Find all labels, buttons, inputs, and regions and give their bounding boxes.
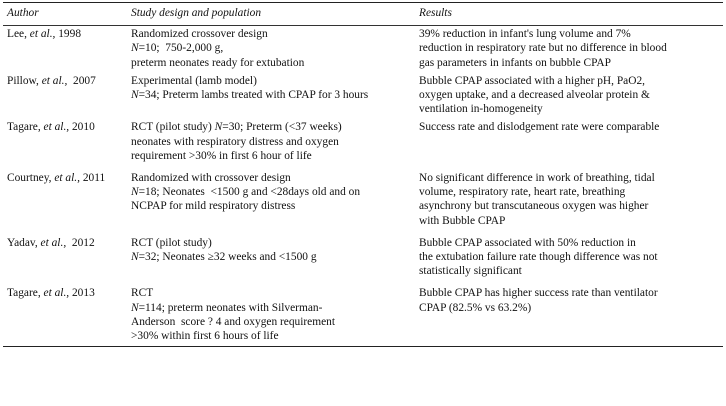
results-line: Success rate and dislodgement rate were comparable xyxy=(419,121,660,134)
author-et-al: et al., xyxy=(41,74,68,87)
header-results: Results xyxy=(419,7,452,19)
author-et-al: et al., xyxy=(43,287,70,300)
table-row xyxy=(3,73,723,120)
design-line: N=18; Neonates <1500 g and <28days old and on xyxy=(131,186,361,199)
header-study-design: Study design and population xyxy=(131,7,262,19)
author-name: Yadav, xyxy=(7,236,41,249)
author-et-al: et al., xyxy=(43,121,70,134)
table-row xyxy=(3,170,723,235)
design-line: preterm neonates ready for extubation xyxy=(131,56,305,69)
author-name: Tagare, xyxy=(7,287,44,300)
cell-author xyxy=(3,286,125,343)
design-line: Randomized with crossover design xyxy=(131,172,291,185)
results-line: reduction in respiratory rate but no difference in blood xyxy=(419,42,667,55)
results-line: statistically significant xyxy=(419,265,522,278)
design-line: Experimental (lamb model) xyxy=(131,74,257,87)
table-body xyxy=(3,26,723,346)
table-row xyxy=(3,119,723,170)
cell-results xyxy=(415,286,723,343)
author-year: 2012 xyxy=(66,236,95,249)
author-year: 1998 xyxy=(55,28,82,41)
results-line: the extubation failure rate though difference was not xyxy=(419,251,658,264)
results-line: 39% reduction in infant's lung volume and 7% xyxy=(419,28,631,41)
table-row xyxy=(3,235,723,286)
table-header-row xyxy=(3,3,723,25)
author-year: 2011 xyxy=(79,172,106,185)
results-line: Bubble CPAP associated with 50% reduction in xyxy=(419,236,636,249)
cell-study-design xyxy=(125,27,415,70)
cell-author xyxy=(3,74,125,117)
design-line: RCT xyxy=(131,287,154,300)
cell-study-design xyxy=(125,286,415,343)
author-name: Pillow, xyxy=(7,74,42,87)
design-line: RCT (pilot study) N=30; Preterm (<37 weeks) xyxy=(131,121,342,134)
cell-results xyxy=(415,27,723,70)
author-et-al: et al., xyxy=(54,172,80,185)
results-line: with Bubble CPAP xyxy=(419,214,506,227)
table-row xyxy=(3,285,723,346)
design-line: N=10; 750-2,000 g, xyxy=(131,42,224,55)
results-line: volume, respiratory rate, heart rate, breathing xyxy=(419,186,626,199)
author-name: Courtney, xyxy=(7,172,55,185)
cell-author xyxy=(3,120,125,163)
author-year: 2010 xyxy=(69,121,95,134)
design-line: RCT (pilot study) xyxy=(131,236,212,249)
cell-results xyxy=(415,236,723,279)
design-line: Anderson score ? 4 and oxygen requirement xyxy=(131,315,336,328)
design-line: NCPAP for mild respiratory distress xyxy=(131,200,296,213)
design-line: N=34; Preterm lambs treated with CPAP for 3 hours xyxy=(131,89,369,102)
design-line: N=32; Neonates ≥32 weeks and <1500 g xyxy=(131,251,317,264)
design-line: neonates with respiratory distress and oxygen xyxy=(131,135,339,148)
results-line: Bubble CPAP associated with a higher pH, PaO2, xyxy=(419,74,646,87)
header-author: Author xyxy=(7,7,39,19)
cell-results xyxy=(415,171,723,228)
design-line: Randomized crossover design xyxy=(131,28,268,41)
results-line: No significant difference in work of breathing, tidal xyxy=(419,172,655,185)
cell-author xyxy=(3,236,125,279)
cell-study-design xyxy=(125,120,415,163)
design-line: >30% within first 6 hours of life xyxy=(131,330,279,343)
cell-results xyxy=(415,74,723,117)
author-et-al: et al., xyxy=(29,28,56,41)
author-year: 2007 xyxy=(67,74,96,87)
cell-study-design xyxy=(125,74,415,117)
table-row xyxy=(3,26,723,73)
study-table xyxy=(3,2,723,347)
cell-author xyxy=(3,171,125,228)
results-line: ventilation in-homogeneity xyxy=(419,103,543,116)
results-line: Bubble CPAP has higher success rate than ventilator xyxy=(419,287,658,300)
design-line: N=114; preterm neonates with Silverman- xyxy=(131,301,323,314)
cell-results xyxy=(415,120,723,163)
author-name: Lee, xyxy=(7,28,30,41)
design-line: requirement >30% in first 6 hour of life xyxy=(131,149,312,162)
cell-author xyxy=(3,27,125,70)
cell-study-design xyxy=(125,236,415,279)
author-et-al: et al., xyxy=(40,236,67,249)
author-name: Tagare, xyxy=(7,121,44,134)
cell-study-design xyxy=(125,171,415,228)
author-year: 2013 xyxy=(69,287,95,300)
results-line: oxygen uptake, and a decreased alveolar protein & xyxy=(419,89,650,102)
table-bottom-rule xyxy=(3,346,723,347)
results-line: asynchrony but transcutaneous oxygen was higher xyxy=(419,200,649,213)
results-line: gas parameters in infants on bubble CPAP xyxy=(419,56,611,69)
results-line: CPAP (82.5% vs 63.2%) xyxy=(419,301,532,314)
